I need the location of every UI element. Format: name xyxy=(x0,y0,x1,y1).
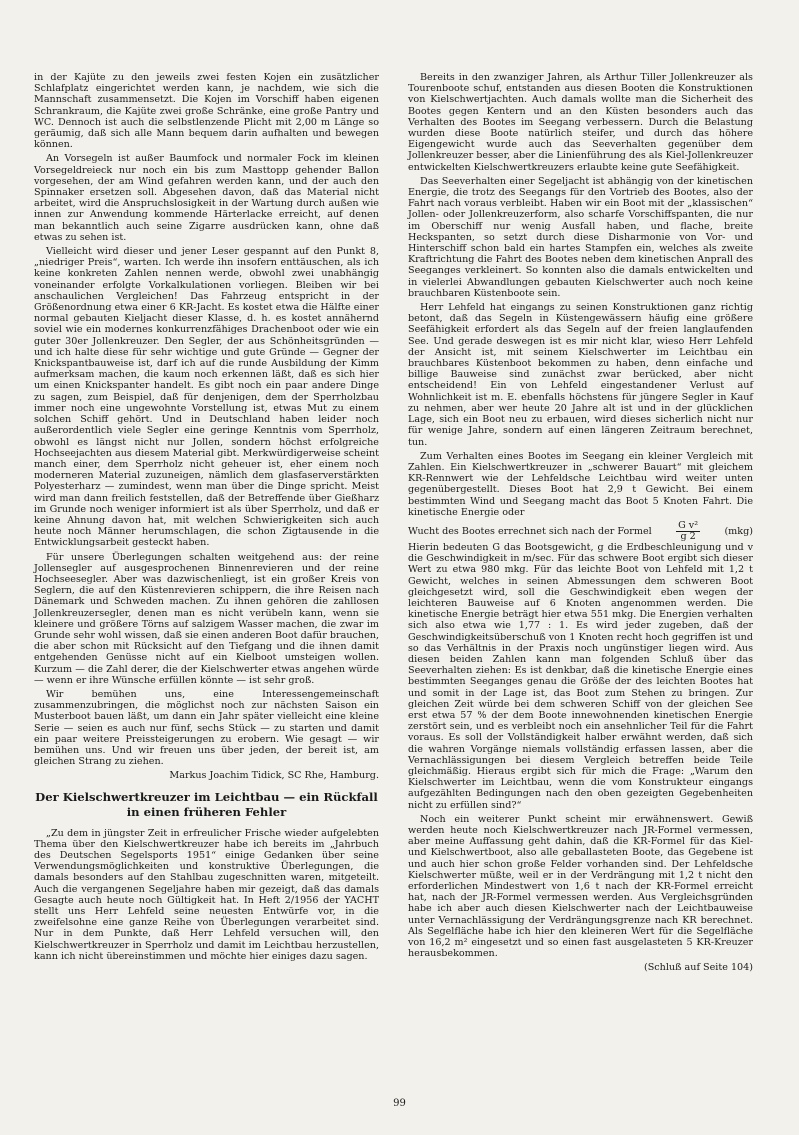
paragraph: Hierin bedeuten G das Bootsgewicht, g die Erdbeschleunigung und v die Geschwindigkeit in m/sec. Für das schwere Boot ergibt sich dieser Wert zu etwa 980 mkg. Für das leichte Boot von Lehfeld mit 1,2 t Gewicht, welches in seinen Abmessungen dem schweren Boot gleichgesetzt wird, soll die Geschwindigkeit eben wegen der leichteren Bauweise auf 6 Knoten angenommen werden. Die kinetische Energie beträgt hier etwa 551 mkg. Die Energien verhalten sich also etwa wie 1,77 : 1. Es wird jeder zugeben, daß der Geschwindigkeitsüberschuß von 1 Knoten recht hoch gegriffen ist und so das Verhältnis in der Praxis noch ungünstiger liegen wird. Aus diesen beiden Zahlen kann man folgenden Schluß über das Seeverhalten ziehen: Es ist denkbar, daß die kinetische Energie eines bestimmten Seeganges genau die Größe der des leichten Bootes hat und somit in der Lage ist, das Boot zum Stehen zu bringen. Zur gleichen Zeit würde bei dem schweren Schiff von der gleichen See erst etwa 57 % der dem Boote innewohnenden kinetischen Energie zerstört sein, und es verbleibt noch ein ansehnlicher Teil für die Fahrt voraus. Es soll der Vollständigkeit halber erwähnt werden, daß sich die wahren Vorgänge niemals vollständig erfassen lassen, aber die Vernachlässigungen bei diesem Vergleich betreffen beide Teile gleichmäßig. Hieraus ergibt sich für mich die Frage: „Warum den Kielschwerter im Leichtbau, wenn die vom Konstrukteur eingangs aufgezählten Bedingungen nach den oben gezeigten Gegebenheiten nicht zu erfüllen sind?“ xyxy=(408,541,753,811)
right-column xyxy=(408,72,753,977)
kinetic-energy-formula xyxy=(408,521,753,542)
formula-fraction xyxy=(676,521,700,542)
paragraph: Zum Verhalten eines Bootes im Seegang ein kleiner Vergleich mit Zahlen. Ein Kielschwertkreuzer in „schwerer Bauart“ mit gleichem KR-Rennwert wie der Lehfeldsche Leichtbau wird weiter unten gegenübergestellt. Dieses Boot hat 2,9 t Gewicht. Bei einem bestimmten Wind und Seegang macht das Boot 5 Knoten Fahrt. Die kinetische Energie oder xyxy=(408,450,753,518)
formula-text: Wucht des Bootes errechnet sich nach der Formel xyxy=(408,525,652,537)
paragraph: Für unsere Überlegungen schalten weitgehend aus: der reine Jollensegler auf ausgesprochenen Binnenrevieren und der reine Hochseesegler. Aber was dazwischenliegt, ist ein großer Kreis von Seglern, die auf den Küstenrevieren schippern, die ihre Reisen nach Dänemark und Schweden machen. Zu ihnen gehören die zahllosen Jollenkreuzersegler, denen man es nicht verübeln kann, wenn sie kleinere und größere Törns auf salzigem Wasser machen, die zwar im Grunde sehr wohl wissen, daß sie einen anderen Boot dafür brauchen, die aber schon mit Rücksicht auf den Tiefgang und die ihnen damit entgehenden Genüsse nicht auf ein Kielboot umsteigen wollen. Kurzum — die Zahl derer, die der Kielschwerter etwas angehen würde — wenn er ihre Wünsche erfüllen könnte — ist sehr groß. xyxy=(34,551,379,686)
author-signature: Markus Joachim Tidick, SC Rhe, Hamburg. xyxy=(169,770,379,782)
article-heading-line: in einen früheren Fehler xyxy=(126,804,287,819)
formula-unit: (mkg) xyxy=(724,525,753,537)
page-number: 99 xyxy=(393,1098,406,1109)
paragraph: Noch ein weiterer Punkt scheint mir erwähnenswert. Gewiß werden heute noch Kielschwertkreuzer nach JR-Formel vermessen, aber meine Auffassung geht dahin, daß die KR-Formel für das Kiel- und Kielschwertboot, also alle geballasteten Boote, das Gegebene ist und auch hier schon große Felder vorhanden sind. Der Lehfeldsche Kielschwerter müßte, weil er in der Verdrängung mit 1,2 t nicht den erforderlichen Mindestwert von 1,6 t nach der KR-Formel erreicht hat, nach der JR-Formel vermessen werden. Aus Vergleichsgründen habe ich aber auch diesen Kielschwerter nach der Leichtbauweise unter Vernachlässigung der Verdrängungsgrenze nach KR berechnet. Als Segelfläche habe ich hier den kleineren Wert für die Segelfläche von 16,2 m² eingesetzt und so einen fast ausgelasteten 5 KR-Kreuzer herausbekommen. xyxy=(408,813,753,960)
continuation-note: (Schluß auf Seite 104) xyxy=(643,962,753,974)
paragraph: in der Kajüte zu den jeweils zwei festen Kojen ein zusätzlicher Schlafplatz eingerichtet werden kann, je nachdem, wie sich die Mannschaft zusammensetzt. Die Kojen im Vorschiff haben eigenen Schrankraum, die Kajüte zwei große Schränke, eine große Pantry und WC. Dennoch ist auch die selbstlenzende Plicht mit 2,00 m Länge so geräumig, daß sich alle Mann bequem darin aufhalten und bewegen können. xyxy=(34,72,379,151)
paragraph: Wir bemühen uns, eine Interessengemeinschaft zusammenzubringen, die möglichst noch zur nächsten Saison ein Musterboot bauen läßt, um dann ein Jahr später vielleicht eine kleine Serie — seien es auch nur fünf, sechs Stück — zu starten und damit ein paar weitere Preissteigerungen zu erobern. Wie gesagt — wir bemühen uns. Und wir freuen uns über jeden, der bereit ist, am gleichen Strang zu ziehen. xyxy=(34,688,379,768)
article-heading-line: Der Kielschwertkreuzer im Leichtbau — ein Rückfall xyxy=(35,789,378,804)
paragraph: Bereits in den zwanziger Jahren, als Arthur Tiller Jollenkreuzer als Tourenboote schuf, entstanden aus diesen Booten die Konstruktionen von Kielschwertjachten. Auch damals wollte man die Sicherheit des Bootes gegen Kentern und an den Küsten besonders auch das Verhalten des Bootes im Seegang verbessern. Durch die Belastung wurden diese Boote natürlich steifer, und durch das höhere Eigengewicht wurde auch das Seeverhalten gegenüber dem Jollenkreuzer besser, aber die Linienführung des als Kiel-Jollenkreuzer entwickelten Kielschwertkreuzers erlaubte keine gute Seefähigkeit. xyxy=(408,72,753,173)
paragraph: Das Seeverhalten einer Segeljacht ist abhängig von der kinetischen Energie, die trotz des Seegangs für den Vortrieb des Bootes, also der Fahrt nach voraus verbleibt. Haben wir ein Boot mit der „klassischen“ Jollen- oder Jollenkreuzerform, also scharfe Vorschiffspanten, die nur im Oberschiff nur wenig Ausfall haben, und flache, breite Heckspanten, so setzt durch diese Disharmonie von Vor- und Hinterschiff schon bald ein hartes Stampfen ein, welches als zweite Kraftrichtung die Fahrt des Bootes neben dem kinetischen Anprall des Seeganges verkleinert. So konnten also die damals entwickelten und in vielerlei Abwandlungen gebauten Kielschwerter auch noch keine brauchbaren Küstenboote sein. xyxy=(408,175,753,299)
left-column xyxy=(34,72,379,965)
formula-numerator: G v² xyxy=(678,519,699,531)
paragraph: Vielleicht wird dieser und jener Leser gespannt auf den Punkt 8, „niedriger Preis“, warten. Ich werde ihn insofern enttäuschen, als ich keine konkreten Zahlen nennen werde, obwohl zwei unabhängig voneinander erfolgte Vorkalkulationen vorliegen. Bleiben wir bei anschaulichen Vergleichen! Das Fahrzeug entspricht in der Größenordnung etwa einer 6 KR-Jacht. Es kostet etwa die Hälfte einer normal gebauten Kieljacht dieser Klasse, d. h. es kostet annähernd soviel wie ein modernes konkurrenzfähiges Drachenboot oder wie ein guter 30er Jollenkreuzer. Den Segler, der aus Schönheitsgründen — und ich halte diese für sehr wichtige und gute Gründe — Gegner der Knickspantbauweise ist, darf ich auf die runde Ausbildung der Kimm aufmerksam machen, die kaum noch erkennen läßt, daß es sich hier um einen Knickspanter handelt. Es gibt noch ein paar andere Dinge zu sagen, zum Beispiel, daß für denjenigen, dem der Sperrholzbau immer noch eine ungewohnte Vorstellung ist, etwas Mut zu einem solchen Schiff gehört. Und in Deutschland haben leider noch außerordentlich viele Segler eine geringe Kenntnis vom Sperrholz, obwohl es längst nicht nur Jollen, sondern höchst erfolgreiche Hochseejachten aus diesem Material gibt. Merkwürdigerweise scheint manch einer, dem Sperrholz nicht geheuer ist, eher einem noch moderneren Material zuzuneigen, nämlich dem glasfaserverstärkten Polyesterharz — zumindest, wenn man über die Dinge spricht. Meist wird man dann freilich feststellen, daß der Betreffende über Gießharz im Grunde noch weniger informiert ist als über Sperrholz, und daß er keine Ahnung davon hat, mit welchen Schwierigkeiten sich auch heute noch Männer herumschlagen, die schon Zigtausende in die Entwicklungsarbeit gesteckt haben. xyxy=(34,246,379,549)
paragraph: Herr Lehfeld hat eingangs zu seinen Konstruktionen ganz richtig betont, daß das Segeln in Küstengewässern häufig eine größere Seefähigkeit erfordert als das Segeln auf der freien langlaufenden See. Und gerade deswegen ist es mir nicht klar, wieso Herr Lehfeld der Ansicht ist, mit seinem Kielschwerter im Leichtbau ein brauchbares Küstenboot bekommen zu haben, denn einfache und billige Bauweise sind zunächst zwar berücked, aber nicht entscheidend! Ein von Lehfeld eingestandener Verlust auf Wohnlichkeit ist m. E. ebenfalls höchstens für jüngere Segler in Kauf zu nehmen, aber wer heute 20 Jahre alt ist und in der glücklichen Lage, sich ein Boot neu zu erbauen, wird dieses sicherlich nicht nur für wenige Jahre, sondern auf einen längeren Zeitraum berechnet, tun. xyxy=(408,302,753,448)
article-heading xyxy=(34,790,379,820)
paragraph: „Zu dem in jüngster Zeit in erfreulicher Frische wieder aufgelebten Thema über den Kielschwertkreuzer habe ich bereits im „Jahrbuch des Deutschen Segelsports 1951“ einige Gedanken über seine Verwendungsmöglichkeiten und konstruktive Überlegungen, die damals besonders auf den Stahlbau zugeschnitten waren, mitgeteilt. Auch die vergangenen Segeljahre haben mir gezeigt, daß das damals Gesagte auch heute noch Gültigkeit hat. In Heft 2/1956 der YACHT stellt uns Herr Lehfeld seine neuesten Entwürfe vor, in die zweifelsohne eine ganze Reihe von Überlegungen verarbeitet sind. Nur in dem Punkte, daß Herr Lehfeld versuchen will, den Kielschwertkreuzer in Sperrholz und damit im Leichtbau herzustellen, kann ich nicht übereinstimmen und möchte hier einiges dazu sagen. xyxy=(34,827,379,962)
formula-denominator: g 2 xyxy=(680,530,696,542)
paragraph: An Vorsegeln ist außer Baumfock und normaler Fock im kleinen Vorsegeldreieck nur noch ein bis zum Masttopp gehender Ballon vorgesehen, der am Wind gefahren werden kann, und der auch den Spinnaker ersetzen soll. Abgesehen davon, daß das Material nicht arbeitet, wird die Anspruchslosigkeit in der Wartung durch außen wie innen zur Anwendung kommende Härterlacke erreicht, auf denen man bekanntlich auch seine Zigarre ausdrücken kann, ohne daß etwas zu sehen ist. xyxy=(34,153,379,243)
